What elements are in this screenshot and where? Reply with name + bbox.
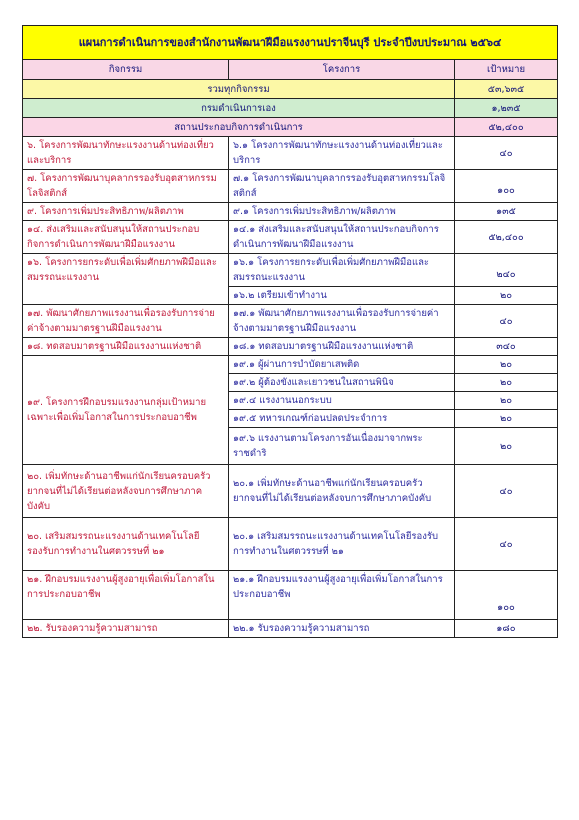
project-cell: ๒๐.๑ เพิ่มทักษะด้านอาชีพแก่นักเรียนครอบครัวยากจนที่ไม่ได้เรียนต่อหลังจบการศึกษาภาคบังคับ	[229, 465, 455, 518]
table-row	[23, 170, 558, 203]
activity-cell: ๑๖. โครงการยกระดับเพื่อเพิ่มศักยภาพฝีมือและสมรรถนะแรงงาน	[23, 254, 229, 305]
project-cell: ๑๙.๑ ผู้ผ่านการบำบัดยาเสพติด	[229, 356, 455, 374]
target-cell: ๔๐	[455, 518, 558, 571]
table-row	[23, 356, 558, 374]
summary-value: ๑,๒๓๕	[455, 99, 558, 118]
project-cell: ๑๔.๑ ส่งเสริมและสนับสนุนให้สถานประกอบกิจการดำเนินการพัฒนาฝีมือแรงงาน	[229, 221, 455, 254]
table-row	[23, 571, 558, 620]
summary-label: รวมทุกกิจกรรม	[23, 80, 455, 99]
table-row	[23, 137, 558, 170]
target-cell: ๑๐๐	[455, 170, 558, 203]
header-project: โครงการ	[229, 60, 455, 80]
activity-cell: ๑๔. ส่งเสริมและสนับสนุนให้สถานประกอบกิจการดำเนินการพัฒนาฝีมือแรงงาน	[23, 221, 229, 254]
table-row	[23, 203, 558, 221]
activity-cell: ๑๘. ทดสอบมาตรฐานฝีมือแรงงานแห่งชาติ	[23, 338, 229, 356]
table-row	[23, 518, 558, 571]
activity-cell: ๑๗. พัฒนาศักยภาพแรงงานเพื่อรองรับการจ่ายค่าจ้างตามมาตรฐานฝีมือแรงงาน	[23, 305, 229, 338]
target-cell: ๕๒,๔๐๐	[455, 221, 558, 254]
activity-cell: ๒๐. เพิ่มทักษะด้านอาชีพแก่นักเรียนครอบครัวยากจนที่ไม่ได้เรียนต่อหลังจบการศึกษาภาคบังคับ	[23, 465, 229, 518]
target-cell: ๒๔๐	[455, 254, 558, 287]
document-title: แผนการดำเนินการของสำนักงานพัฒนาฝีมือแรงงานปราจีนบุรี ประจำปีงบประมาณ ๒๕๖๔	[23, 26, 558, 60]
table-row	[23, 305, 558, 338]
table-row	[23, 254, 558, 287]
target-cell: ๔๐	[455, 137, 558, 170]
project-cell: ๑๖.๑ โครงการยกระดับเพื่อเพิ่มศักยภาพฝีมือและสมรรถนะแรงงาน	[229, 254, 455, 287]
table-row	[23, 338, 558, 356]
project-cell: ๗.๑ โครงการพัฒนาบุคลากรรองรับอุตสาหกรรมโลจิสติกส์	[229, 170, 455, 203]
target-cell: ๒๐	[455, 410, 558, 428]
project-cell: ๑๙.๕ ทหารเกณฑ์ก่อนปลดประจำการ	[229, 410, 455, 428]
table-row	[23, 465, 558, 518]
project-cell: ๑๗.๑ พัฒนาศักยภาพแรงงานเพื่อรองรับการจ่ายค่าจ้างตามมาตรฐานฝีมือแรงงาน	[229, 305, 455, 338]
activity-cell: ๖. โครงการพัฒนาทักษะแรงงานด้านท่องเที่ยวและบริการ	[23, 137, 229, 170]
target-cell: ๑๓๕	[455, 203, 558, 221]
target-cell: ๔๐	[455, 465, 558, 518]
summary-row-department	[23, 99, 558, 118]
project-cell: ๑๖.๒ เตรียมเข้าทำงาน	[229, 287, 455, 305]
target-cell: ๒๐	[455, 428, 558, 465]
header-activity: กิจกรรม	[23, 60, 229, 80]
summary-value: ๕๓,๖๓๕	[455, 80, 558, 99]
activity-cell: ๒๐. เสริมสมรรถนะแรงงานด้านเทคโนโลยีรองรับการทำงานในศตวรรษที่ ๒๑	[23, 518, 229, 571]
header-target: เป้าหมาย	[455, 60, 558, 80]
project-cell: ๒๒.๑ รับรองความรู้ความสามารถ	[229, 620, 455, 638]
activity-cell: ๑๙. โครงการฝึกอบรมแรงงานกลุ่มเป้าหมายเฉพาะเพื่อเพิ่มโอกาสในการประกอบอาชีพ	[23, 356, 229, 465]
summary-row-establishment	[23, 118, 558, 137]
activity-cell: ๒๑. ฝึกอบรมแรงงานผู้สูงอายุเพื่อเพิ่มโอกาสในการประกอบอาชีพ	[23, 571, 229, 620]
table-row	[23, 221, 558, 254]
title-row	[23, 26, 558, 60]
activity-cell: ๙. โครงการเพิ่มประสิทธิภาพ/ผลิตภาพ	[23, 203, 229, 221]
target-cell: ๒๐	[455, 374, 558, 392]
project-cell: ๙.๑ โครงการเพิ่มประสิทธิภาพ/ผลิตภาพ	[229, 203, 455, 221]
project-cell: ๑๙.๖ แรงงานตามโครงการอันเนื่องมาจากพระราชดำริ	[229, 428, 455, 465]
summary-value: ๕๒,๔๐๐	[455, 118, 558, 137]
table-row	[23, 620, 558, 638]
summary-label: กรมดำเนินการเอง	[23, 99, 455, 118]
header-row	[23, 60, 558, 80]
target-cell: ๓๔๐	[455, 338, 558, 356]
target-cell: ๒๐	[455, 287, 558, 305]
project-cell: ๑๘.๑ ทดสอบมาตรฐานฝีมือแรงงานแห่งชาติ	[229, 338, 455, 356]
project-cell: ๒๐.๑ เสริมสมรรถนะแรงงานด้านเทคโนโลยีรองรับการทำงานในศตวรรษที่ ๒๑	[229, 518, 455, 571]
target-cell: ๔๐	[455, 305, 558, 338]
summary-label: สถานประกอบกิจการดำเนินการ	[23, 118, 455, 137]
plan-table	[22, 25, 558, 638]
project-cell: ๖.๑ โครงการพัฒนาทักษะแรงงานด้านท่องเที่ยวและบริการ	[229, 137, 455, 170]
project-cell: ๒๑.๑ ฝึกอบรมแรงงานผู้สูงอายุเพื่อเพิ่มโอกาสในการประกอบอาชีพ	[229, 571, 455, 620]
target-cell: ๑๐๐	[455, 571, 558, 620]
target-cell: ๒๐	[455, 356, 558, 374]
project-cell: ๑๙.๒ ผู้ต้องขังและเยาวชนในสถานพินิจ	[229, 374, 455, 392]
project-cell: ๑๙.๔ แรงงานนอกระบบ	[229, 392, 455, 410]
target-cell: ๒๐	[455, 392, 558, 410]
activity-cell: ๗. โครงการพัฒนาบุคลากรรองรับอุตสาหกรรมโลจิสติกส์	[23, 170, 229, 203]
target-cell: ๑๘๐	[455, 620, 558, 638]
summary-row-total	[23, 80, 558, 99]
activity-cell: ๒๒. รับรองความรู้ความสามารถ	[23, 620, 229, 638]
